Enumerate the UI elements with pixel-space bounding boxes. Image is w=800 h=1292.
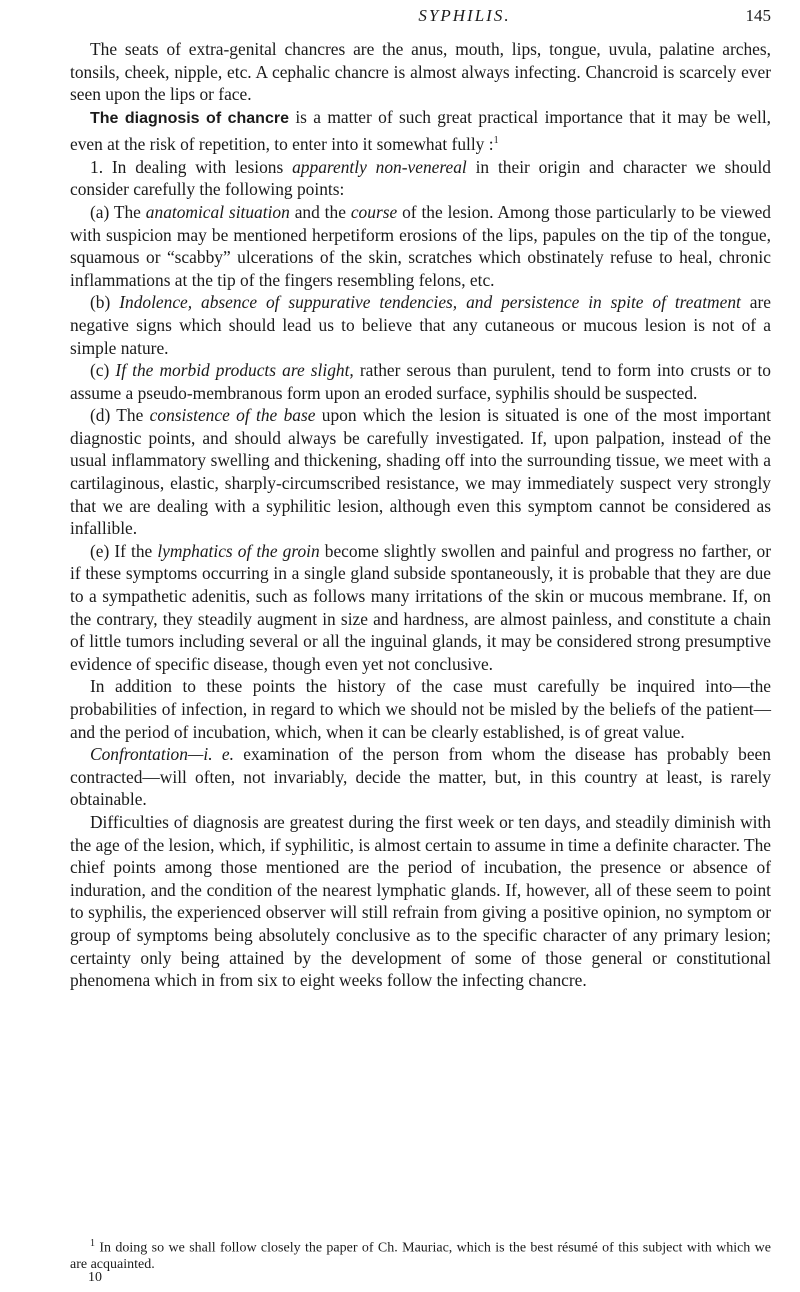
paragraph-diagnosis-intro: The diagnosis of chancre is a matter of such great practical importance that it may be well, even at the risk of repetition, to enter into it somewhat fully :$^1$	[70, 106, 772, 155]
paragraph-point-c: (c) If the morbid products are slight, rather serous than purulent, tend to form into crusts or to assume a pseudo-membranous form upon an eroded surface, syphilis should be suspected.	[70, 360, 771, 403]
paragraph-point-a: (a) The anatomical situation and the course of the lesion. Among those particularly to be viewed with suspicion may be mentioned herpetiform erosions of the lips, papules on the tip of the tongue, squamous or “scabby” ulcerations of the skin, scratches which obstinately refuse to heal, chronic inflammations at the tip of the fingers resembling felons, etc.	[70, 201, 771, 290]
paragraph-point-b: (b) Indolence, absence of suppurative tendencies, and persistence in spite of treatment are negative signs which should lead us to believe that any cutaneous or mucous lesion is not of a simple nature.	[70, 292, 772, 358]
page-number: 145	[745, 6, 771, 25]
paragraph-point-1: 1. In dealing with lesions apparently non-venereal in their origin and character we should consider carefully the following points:	[70, 156, 771, 200]
body-text	[70, 38, 771, 992]
paragraph-confrontation: Confrontation—i. e. examination of the person from whom the disease has probably been contracted—will often, not invariably, decide the matter, but, in this country at least, is rarely obtainable.	[70, 744, 771, 810]
paragraph-history: In addition to these points the history of the case must carefully be inquired into—the probabilities of infection, in regard to which we should not be misled by the beliefs of the patient—and the period of incubation, which, when it can be clearly established, is of great value.	[70, 676, 771, 742]
paragraph-point-d: (d) The consistence of the base upon which the lesion is situated is one of the most important diagnostic points, and should always be carefully investigated. If, upon palpation, instead of the usual inflammatory swelling and thickening, shading off into the surrounding tissue, we meet with a cartilaginous, elastic, sharply-circumscribed resistance, we may immediately suspect very strongly that we are dealing with a syphilitic lesion, although even this symptom cannot be considered as infallible.	[70, 405, 771, 539]
footnote-text: In doing so we shall follow closely the paper of Ch. Mauriac, which is the best résumé of this subject with which we are acquainted.	[70, 1240, 771, 1273]
footnote-reference: 1	[493, 135, 499, 147]
signature-mark: 10	[88, 1270, 102, 1285]
footnote-marker: 1	[90, 1238, 95, 1249]
paragraph-extra-genital-seats: The seats of extra-genital chancres are the anus, mouth, lips, tongue, uvula, palatine arches, tonsils, cheek, nipple, etc. A cephalic chancre is almost always infecting. Chancroid is scarcely ever seen upon the lips or face.	[70, 39, 771, 105]
footnote	[70, 1236, 771, 1274]
paragraph-point-e: (e) If the lymphatics of the groin become slightly swollen and painful and progress no farther, or if these symptoms occurring in a single gland subside spontaneously, it is probable that they are due to a sympathetic adenitis, such as follows many irritations of the skin or mucous membrane. If, on the contrary, they steadily augment in size and hardness, are almost painless, and constitute a chain of little tumors including several or all the inguinal glands, it may be considered strong presumptive evidence of specific disease, though even yet not conclusive.	[70, 540, 771, 674]
running-title: SYPHILIS.	[418, 6, 511, 25]
paragraph-difficulties: Difficulties of diagnosis are greatest during the first week or ten days, and steadily diminish with the age of the lesion, which, if syphilitic, is almost certain to assume in time a definite character. The chief points among those mentioned are the period of incubation, the presence or absence of induration, and the condition of the nearest lymphatic glands. If, however, all of these seem to point to syphilis, the experienced observer will still refrain from giving a positive opinion, no symptom or group of symptoms being absolutely conclusive as to the specific character of any primary lesion; certainty only being attained by the development of some of those general or constitutional phenomena which in from six to eight weeks follow the infecting chancre.	[70, 811, 771, 991]
section-lead: The diagnosis of chancre	[90, 109, 289, 127]
page-header	[70, 6, 771, 32]
